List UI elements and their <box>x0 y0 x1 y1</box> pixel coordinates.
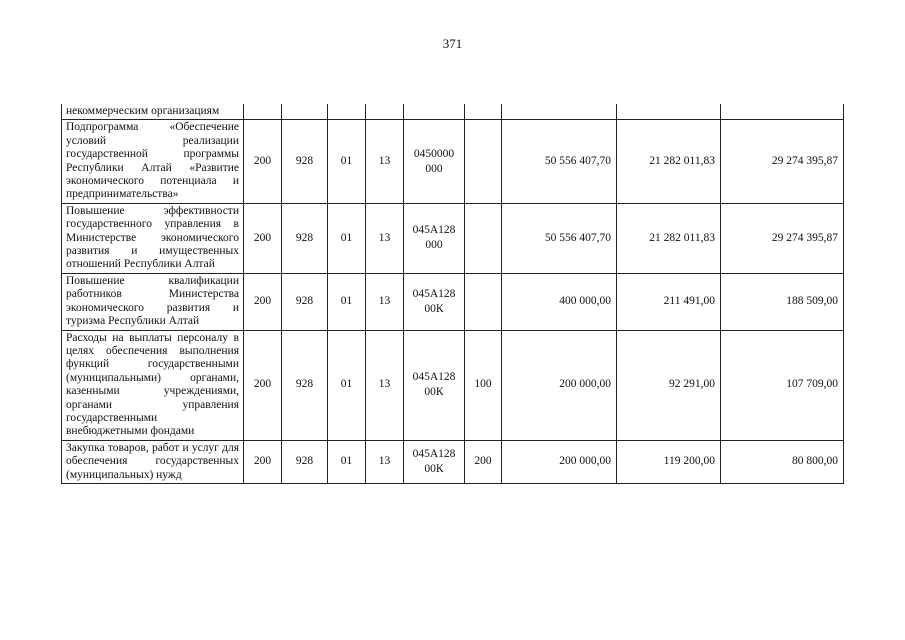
row-description: Расходы на выплаты персоналу в целях обеспечения выполнения функций государственными (муниципальными) органами, казенными учреждениями, органами управления государственными внебюджетными фондами <box>62 330 244 440</box>
cell-expense-type: 200 <box>465 440 502 483</box>
cell-section: 01 <box>328 440 366 483</box>
page-number: 371 <box>442 36 463 51</box>
cell-subsection <box>366 104 404 120</box>
table-row <box>62 330 844 440</box>
cell-ministry-code: 928 <box>282 203 328 273</box>
cell-amount-remainder: 107 709,00 <box>721 330 844 440</box>
table-row <box>62 120 844 203</box>
row-description: Подпрограмма «Обеспечение условий реализации государственной программы Республики Алтай «Развитие экономического потенциала и предпринимательства» <box>62 120 244 203</box>
cell-amount-remainder: 29 274 395,87 <box>721 120 844 203</box>
cell-target-code <box>404 104 465 120</box>
cell-amount-remainder: 188 509,00 <box>721 273 844 330</box>
cell-expense-type <box>465 120 502 203</box>
cell-code-1 <box>244 104 282 120</box>
cell-target-code: 045А128 00К <box>404 273 465 330</box>
cell-target-code: 045А128 00К <box>404 440 465 483</box>
cell-code-1: 200 <box>244 440 282 483</box>
cell-expense-type: 100 <box>465 330 502 440</box>
cell-amount-planned: 200 000,00 <box>502 330 617 440</box>
cell-amount-remainder: 80 800,00 <box>721 440 844 483</box>
row-description: Повышение эффективности государственного управления в Министерстве экономического развития и имущественных отношений Республики Алтай <box>62 203 244 273</box>
cell-subsection: 13 <box>366 203 404 273</box>
cell-subsection: 13 <box>366 330 404 440</box>
cell-subsection: 13 <box>366 273 404 330</box>
cell-amount-executed: 21 282 011,83 <box>617 120 721 203</box>
cell-amount-planned: 50 556 407,70 <box>502 203 617 273</box>
cell-amount-remainder: 29 274 395,87 <box>721 203 844 273</box>
table-row <box>62 104 844 120</box>
cell-amount-remainder <box>721 104 844 120</box>
cell-code-1: 200 <box>244 120 282 203</box>
cell-section: 01 <box>328 273 366 330</box>
cell-section: 01 <box>328 330 366 440</box>
cell-amount-executed: 211 491,00 <box>617 273 721 330</box>
cell-target-code: 0450000 000 <box>404 120 465 203</box>
cell-subsection: 13 <box>366 440 404 483</box>
cell-amount-planned <box>502 104 617 120</box>
row-description: Закупка товаров, работ и услуг для обеспечения государственных (муниципальных) нужд <box>62 440 244 483</box>
cell-section: 01 <box>328 120 366 203</box>
row-description: Повышение квалификации работников Министерства экономического развития и туризма Республики Алтай <box>62 273 244 330</box>
cell-expense-type <box>465 203 502 273</box>
cell-expense-type <box>465 104 502 120</box>
budget-table <box>61 104 844 484</box>
cell-ministry-code: 928 <box>282 273 328 330</box>
cell-code-1: 200 <box>244 273 282 330</box>
row-description: некоммерческим организациям <box>62 104 244 120</box>
cell-ministry-code: 928 <box>282 440 328 483</box>
cell-amount-executed: 119 200,00 <box>617 440 721 483</box>
cell-subsection: 13 <box>366 120 404 203</box>
cell-target-code: 045А128 000 <box>404 203 465 273</box>
cell-section: 01 <box>328 203 366 273</box>
cell-ministry-code: 928 <box>282 330 328 440</box>
cell-amount-executed: 92 291,00 <box>617 330 721 440</box>
cell-amount-executed: 21 282 011,83 <box>617 203 721 273</box>
cell-amount-executed <box>617 104 721 120</box>
cell-amount-planned: 200 000,00 <box>502 440 617 483</box>
cell-target-code: 045А128 00К <box>404 330 465 440</box>
cell-ministry-code: 928 <box>282 120 328 203</box>
cell-code-1: 200 <box>244 203 282 273</box>
table-row <box>62 440 844 483</box>
cell-expense-type <box>465 273 502 330</box>
cell-ministry-code <box>282 104 328 120</box>
cell-code-1: 200 <box>244 330 282 440</box>
cell-section <box>328 104 366 120</box>
table-row <box>62 273 844 330</box>
cell-amount-planned: 50 556 407,70 <box>502 120 617 203</box>
table-row <box>62 203 844 273</box>
cell-amount-planned: 400 000,00 <box>502 273 617 330</box>
